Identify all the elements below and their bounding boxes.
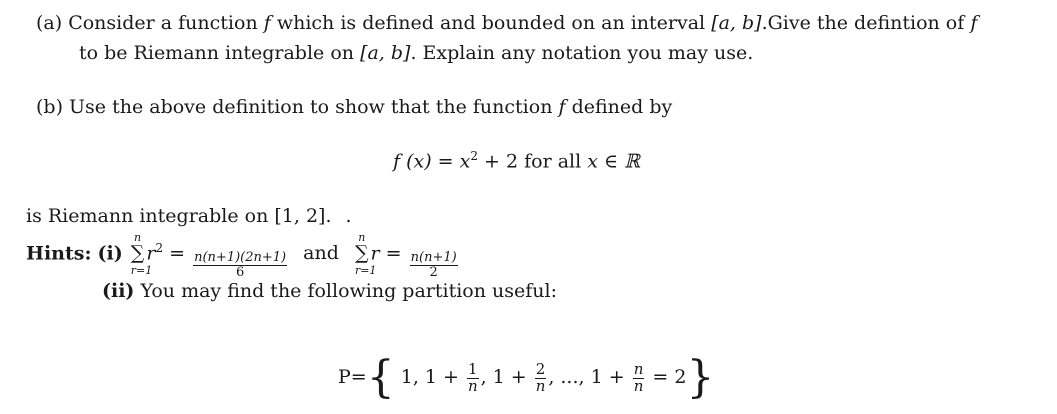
function-formula — [393, 150, 640, 171]
formula-exponent: 2 — [470, 149, 478, 163]
frac2-numerator: n(n+1) — [410, 250, 457, 266]
equals-2: = — [385, 242, 402, 265]
sum2-upper-limit: n — [358, 231, 366, 245]
sum-r — [354, 231, 377, 278]
hints-line — [26, 231, 460, 280]
part-a-text-4: to be Riemann integrable on — [79, 42, 355, 64]
hints-label: Hints: — [26, 242, 92, 265]
frac2-denominator: 2 — [429, 264, 438, 280]
hint-i-label: (i) — [97, 242, 123, 265]
square-exponent: 2 — [155, 241, 164, 255]
pf3-num: n — [633, 359, 644, 378]
riemann-text: is Riemann integrable on — [26, 205, 269, 227]
sum-r-squared — [130, 231, 153, 278]
sum2-lower-limit: r=1 — [354, 264, 377, 278]
sigma-symbol: ∑ — [130, 242, 145, 265]
function-symbol: f — [263, 12, 271, 34]
part-a-text-5: . Explain any notation you may use. — [410, 42, 754, 64]
function-symbol-3: f — [558, 96, 566, 118]
partition-mid-1: , 1 + — [480, 366, 527, 388]
partition-frac-1 — [467, 359, 479, 395]
pf2-num: 2 — [535, 359, 546, 378]
pf2-den: n — [535, 376, 546, 395]
partition-frac-3 — [633, 359, 645, 395]
part-b-text-1: Use the above definition to show that the function — [69, 96, 553, 118]
part-a-line-2 — [79, 44, 753, 63]
fraction-sum — [410, 251, 458, 279]
part-b-text-2: defined by — [571, 96, 673, 118]
riemann-dot: . — [345, 205, 352, 227]
function-symbol-2: f — [970, 12, 978, 34]
partition-close-brace: } — [686, 352, 715, 403]
partition-open-brace: { — [366, 352, 395, 403]
part-a-label: (a) — [36, 12, 63, 34]
part-b-label: (b) — [36, 96, 63, 118]
partition-end: = 2 — [652, 366, 687, 388]
r-variable-2: r — [370, 242, 380, 265]
part-b-line-1 — [36, 98, 672, 117]
sum-upper-limit: n — [134, 231, 142, 245]
partition-mid-2: , ..., 1 + — [548, 366, 625, 388]
r-variable: r — [146, 242, 156, 265]
partition-first: 1, 1 + — [400, 366, 459, 388]
formula-rhs: + 2 for all — [484, 150, 582, 173]
hint-ii-line — [102, 282, 557, 301]
hint-ii-text: You may find the following partition useful: — [140, 280, 557, 302]
interval-symbol-2: [a, b] — [360, 42, 411, 64]
pf3-den: n — [633, 376, 644, 395]
and-word: and — [303, 242, 339, 265]
partition-frac-2 — [535, 359, 547, 395]
partition — [338, 352, 715, 403]
sigma-symbol-2: ∑ — [354, 242, 369, 265]
part-a-text-2: which is defined and bounded on an interval — [276, 12, 706, 34]
equals-1: = — [169, 242, 186, 265]
hint-ii-label: (ii) — [102, 280, 135, 302]
sum-lower-limit: r=1 — [130, 264, 153, 278]
partition-p-eq: P= — [338, 366, 367, 388]
riemann-interval: [1, 2]. — [274, 205, 332, 227]
formula-domain: x ∈ ℝ — [587, 150, 640, 173]
pf1-den: n — [467, 376, 478, 395]
fraction-sum-squares — [193, 251, 287, 279]
frac1-denominator: 6 — [235, 264, 245, 280]
riemann-line — [26, 207, 352, 226]
formula-lhs: f (x) = x — [393, 150, 471, 173]
frac1-numerator: n(n+1)(2n+1) — [194, 250, 287, 266]
part-a-text-3: .Give the defintion of — [761, 12, 965, 34]
part-a-text-1: Consider a function — [68, 12, 258, 34]
part-a-line-1 — [36, 14, 977, 33]
pf1-num: 1 — [468, 359, 478, 378]
interval-symbol: [a, b] — [711, 12, 762, 34]
